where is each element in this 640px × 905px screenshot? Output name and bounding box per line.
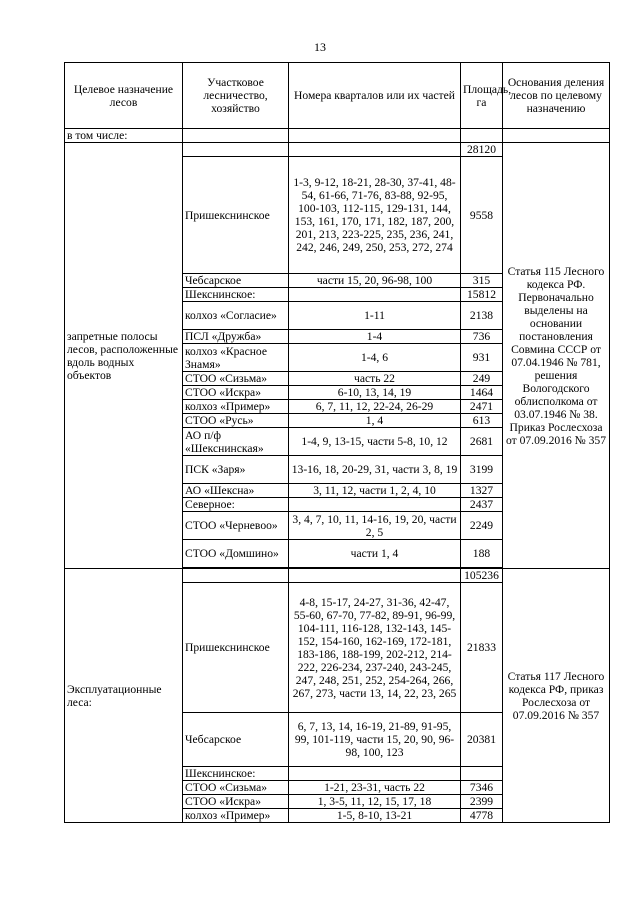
farm-cell: Пришекснинское [183,583,289,713]
area-cell: 9558 [461,157,503,274]
quarters-cell: 1, 3-5, 11, 12, 15, 17, 18 [289,795,461,809]
quarters-cell: 4-8, 15-17, 24-27, 31-36, 42-47, 55-60, 67-70, 77-82, 89-91, 96-99, 104-111, 116-128, 132-143, 145-152, 154-160, 162-169, 172-181, 183-186, 188-199, 202-212, 214-222, 226-234, 237-240, 243-245, 247, 248, 251, 252, 254-264, 266, 267, 273, части 13, 14, 22, 23, 265 [289,583,461,713]
farm-cell: АО п/ф «Шекснинская» [183,428,289,456]
farm-cell: ПСЛ «Дружба» [183,330,289,344]
farm-cell: АО «Шексна» [183,484,289,498]
quarters-cell: 1-4, 6 [289,344,461,372]
area-cell: 315 [461,274,503,288]
section2-purpose: Эксплуатационные леса: [65,569,183,823]
farm-cell: СТОО «Домшино» [183,540,289,568]
intro-row [65,129,610,143]
section1-total: 28120 [461,143,503,157]
area-cell: 2681 [461,428,503,456]
area-cell [461,767,503,781]
quarters-cell: 6, 7, 13, 14, 16-19, 21-89, 91-95, 99, 101-119, части 15, 20, 90, 96-98, 100, 123 [289,713,461,767]
area-cell: 2471 [461,400,503,414]
area-cell: 4778 [461,809,503,823]
quarters-cell [289,498,461,512]
header-purpose: Целевое назначение лесов [65,63,183,129]
area-cell: 3199 [461,456,503,484]
farm-cell: колхоз «Красное Знамя» [183,344,289,372]
farm-cell: колхоз «Пример» [183,400,289,414]
quarters-cell: части 1, 4 [289,540,461,568]
quarters-cell: 1-3, 9-12, 18-21, 28-30, 37-41, 48-54, 61-66, 71-76, 83-88, 92-95, 100-103, 112-115, 129-131, 144, 153, 161, 170, 171, 182, 187, 200, 201, 213, 223-225, 235, 236, 241, 242, 246, 249, 250, 253, 272, 274 [289,157,461,274]
farm-cell: Северное: [183,498,289,512]
area-cell: 20381 [461,713,503,767]
area-cell: 2138 [461,302,503,330]
area-cell: 7346 [461,781,503,795]
farm-cell: СТОО «Сизьма» [183,372,289,386]
farm-cell: ПСК «Заря» [183,456,289,484]
quarters-cell [289,767,461,781]
quarters-cell: 1-21, 23-31, часть 22 [289,781,461,795]
area-cell: 15812 [461,288,503,302]
quarters-cell: 3, 11, 12, части 1, 2, 4, 10 [289,484,461,498]
section1-total-row [65,143,610,157]
farm-cell: Шекснинское: [183,767,289,781]
section2-total: 105236 [461,569,503,583]
farm-cell: колхоз «Пример» [183,809,289,823]
header-area: Площадь, га [461,63,503,129]
quarters-cell: 6-10, 13, 14, 19 [289,386,461,400]
intro-label: в том числе: [65,129,183,143]
section2-total-row [65,569,610,583]
quarters-cell: части 15, 20, 96-98, 100 [289,274,461,288]
farm-cell: колхоз «Согласие» [183,302,289,330]
farm-cell: Чебсарское [183,274,289,288]
quarters-cell: 1-11 [289,302,461,330]
header-farm: Участковое лесничество, хозяйство [183,63,289,129]
area-cell: 188 [461,540,503,568]
quarters-cell: 13-16, 18, 20-29, 31, части 3, 8, 19 [289,456,461,484]
quarters-cell: 6, 7, 11, 12, 22-24, 26-29 [289,400,461,414]
forest-purpose-table [64,62,610,823]
header-row [65,63,610,129]
area-cell: 1464 [461,386,503,400]
page-number: 13 [314,40,326,54]
farm-cell: СТОО «Русь» [183,414,289,428]
quarters-cell: 1-4, 9, 13-15, части 5-8, 10, 12 [289,428,461,456]
area-cell: 736 [461,330,503,344]
quarters-cell: 1, 4 [289,414,461,428]
farm-cell: СТОО «Искра» [183,386,289,400]
section1-purpose: запретные полосы лесов, расположенные вдоль водных объектов [65,143,183,569]
section1-basis: Статья 115 Лесного кодекса РФ. Первоначально выделены на основании постановления Совмина СССР от 07.04.1946 № 781, решения Вологодского облисполкома от 03.07.1946 № 38. Приказ Рослесхоза от 07.09.2016 № 357 [503,143,610,569]
farm-cell: Пришекснинское [183,157,289,274]
area-cell: 931 [461,344,503,372]
quarters-cell [289,288,461,302]
header-quarters: Номера кварталов или их частей [289,63,461,129]
quarters-cell: 1-5, 8-10, 13-21 [289,809,461,823]
quarters-cell: 1-4 [289,330,461,344]
area-cell: 613 [461,414,503,428]
area-cell: 2437 [461,498,503,512]
area-cell: 2399 [461,795,503,809]
farm-cell: СТОО «Черневоо» [183,512,289,540]
area-cell: 1327 [461,484,503,498]
area-cell: 249 [461,372,503,386]
header-basis: Основания деления лесов по целевому назначению [503,63,610,129]
quarters-cell: часть 22 [289,372,461,386]
farm-cell: Чебсарское [183,713,289,767]
area-cell: 2249 [461,512,503,540]
section2-basis: Статья 117 Лесного кодекса РФ, приказ Рослесхоза от 07.09.2016 № 357 [503,569,610,823]
farm-cell: СТОО «Искра» [183,795,289,809]
farm-cell: Шекснинское: [183,288,289,302]
farm-cell: СТОО «Сизьма» [183,781,289,795]
area-cell: 21833 [461,583,503,713]
quarters-cell: 3, 4, 7, 10, 11, 14-16, 19, 20, части 2, 5 [289,512,461,540]
